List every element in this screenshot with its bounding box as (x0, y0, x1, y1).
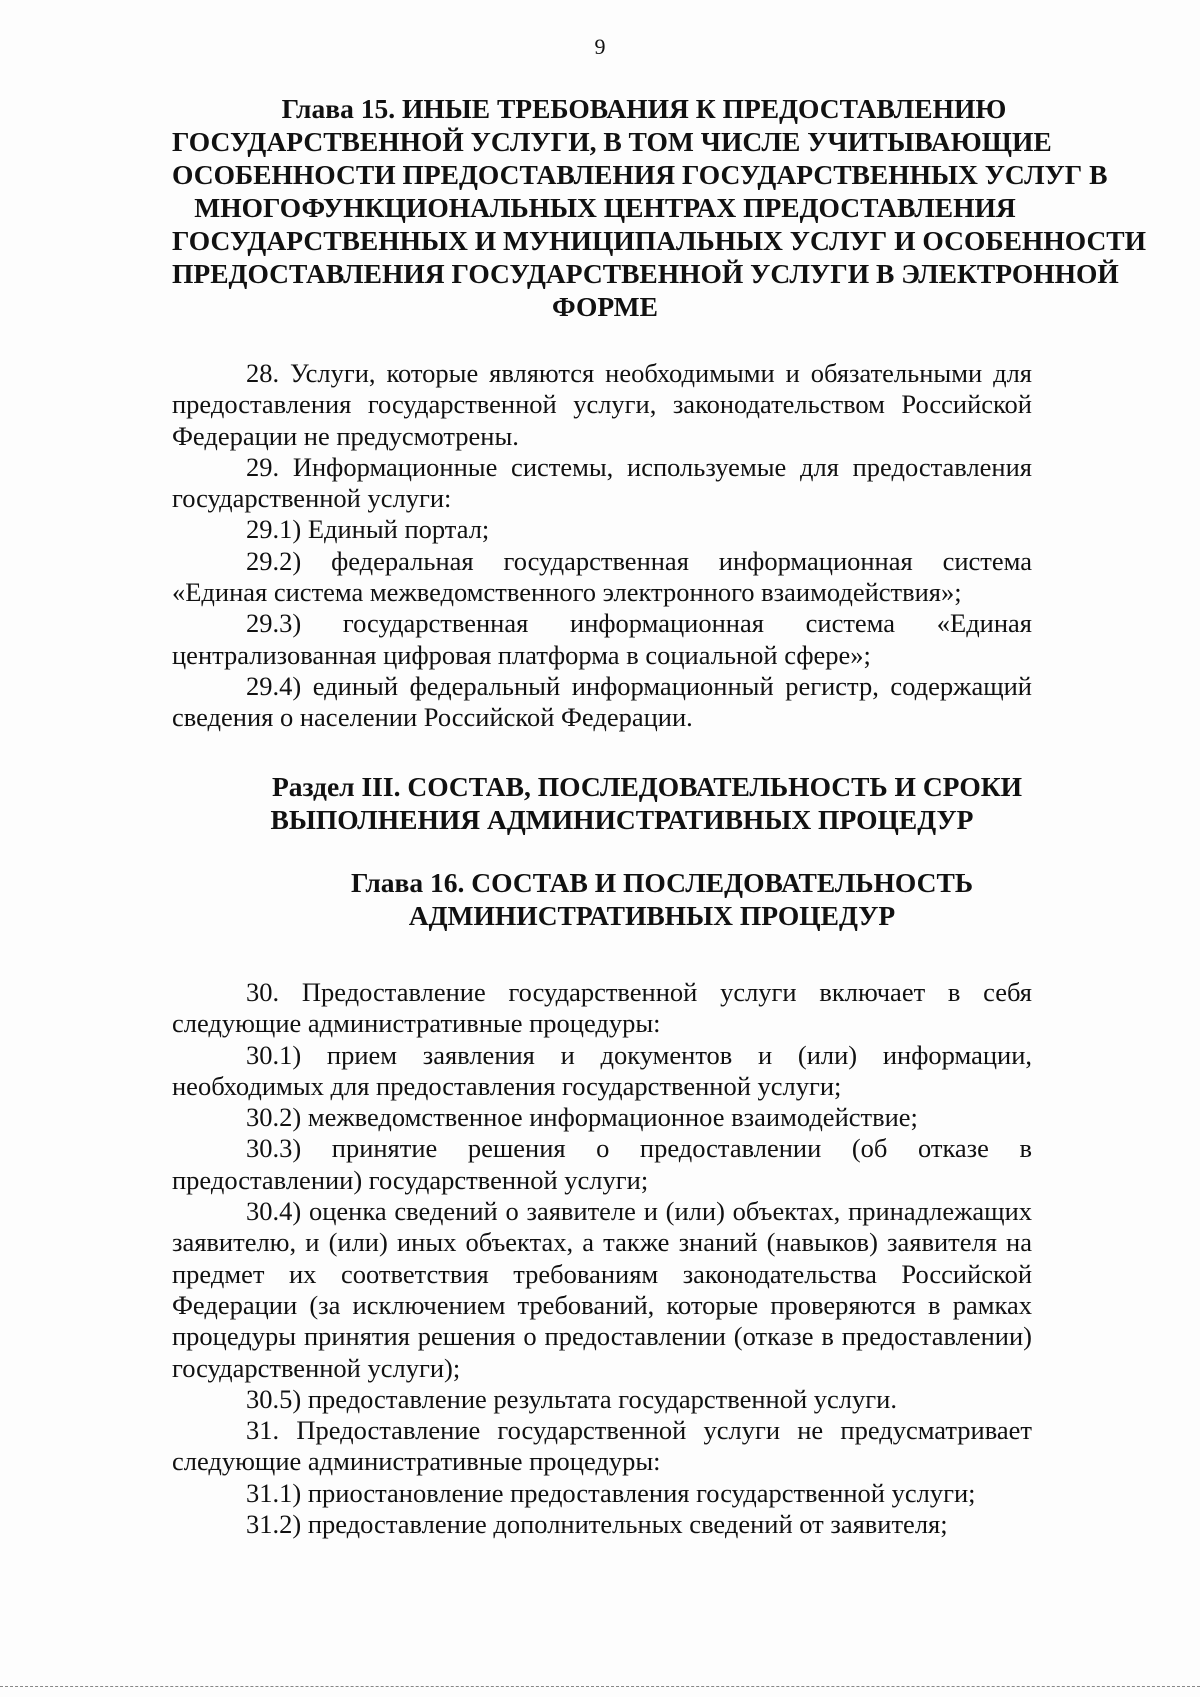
paragraph-30-5: 30.5) предоставление результата государственной услуги. (246, 1383, 897, 1414)
paragraph-31-1: 31.1) приостановление предоставления государственной услуги; (246, 1477, 976, 1508)
chapter-15-heading (172, 92, 1147, 323)
paragraph-29-4: 29.4) единый федеральный информационный регистр, содержащий сведения о населении Российской Федерации. (172, 670, 1032, 733)
paragraph-30-1: 30.1) прием заявления и документов и (или) информации, необходимых для предоставления государственной услуги; (172, 1039, 1032, 1101)
chapter-16-heading (172, 866, 1032, 932)
heading-line: Глава 15. ИНЫЕ ТРЕБОВАНИЯ К ПРЕДОСТАВЛЕНИЮ (281, 93, 1007, 124)
bottom-scan-edge (0, 1686, 1200, 1687)
paragraph-29-3: 29.3) государственная информационная система «Единая централизованная цифровая платформа в социальной сфере»; (172, 608, 1032, 670)
paragraph-31: 31. Предоставление государственной услуги не предусматривает следующие административные процедуры: (172, 1415, 1032, 1477)
heading-line: АДМИНИСТРАТИВНЫХ ПРОЦЕДУР (408, 900, 896, 931)
heading-line: Раздел III. СОСТАВ, ПОСЛЕДОВАТЕЛЬНОСТЬ И СРОКИ (271, 771, 1023, 802)
paragraph-30-3: 30.3) принятие решения о предоставлении (об отказе в предоставлении) государственной услуги; (172, 1133, 1032, 1195)
heading-line: ГОСУДАРСТВЕННОЙ УСЛУГИ, В ТОМ ЧИСЛЕ УЧИТЫВАЮЩИЕ (172, 126, 1052, 157)
items-30-31 (172, 977, 1032, 1540)
heading-line: ФОРМЕ (552, 291, 658, 322)
paragraph-30: 30. Предоставление государственной услуги включает в себя следующие административные процедуры: (172, 977, 1032, 1039)
heading-line: ПРЕДОСТАВЛЕНИЯ ГОСУДАРСТВЕННОЙ УСЛУГИ В ЭЛЕКТРОННОЙ (172, 258, 1119, 289)
paragraph-28: 28. Услуги, которые являются необходимыми и обязательными для предоставления государственной услуги, законодательством Российской Федерации не предусмотрены. (172, 358, 1032, 451)
paragraph-31-2: 31.2) предоставление дополнительных сведений от заявителя; (246, 1509, 948, 1540)
heading-line: Глава 16. СОСТАВ И ПОСЛЕДОВАТЕЛЬНОСТЬ (350, 867, 974, 898)
heading-line: ВЫПОЛНЕНИЯ АДМИНИСТРАТИВНЫХ ПРОЦЕДУР (270, 804, 974, 835)
paragraph-30-2: 30.2) межведомственное информационное взаимодействие; (246, 1102, 918, 1133)
page-number: 9 (594, 34, 606, 59)
section-3-heading (172, 770, 1032, 836)
heading-line: ОСОБЕННОСТИ ПРЕДОСТАВЛЕНИЯ ГОСУДАРСТВЕННЫХ УСЛУГ В (172, 159, 1108, 190)
paragraph-30-4: 30.4) оценка сведений о заявителе и (или) объектах, принадлежащих заявителю, и (или) иных объектах, а также знаний (навыков) заявителя на предмет их соответствия требованиям законодательства Российской Федерации (за исключением требований, которые проверяются в рамках процедуры принятия решения о предоставлении (отказе в предоставлении) государственной услуги); (172, 1196, 1032, 1383)
paragraph-29: 29. Информационные системы, используемые для предоставления государственной услуги: (172, 451, 1032, 514)
heading-line: ГОСУДАРСТВЕННЫХ И МУНИЦИПАЛЬНЫХ УСЛУГ И ОСОБЕННОСТИ (172, 225, 1147, 256)
paragraph-29-1: 29.1) Единый портал; (246, 514, 490, 545)
paragraph-29-2: 29.2) федеральная государственная информационная система «Единая система межведомственного электронного взаимодействия»; (172, 545, 1032, 608)
items-28-29 (172, 358, 1032, 734)
heading-line: МНОГОФУНКЦИОНАЛЬНЫХ ЦЕНТРАХ ПРЕДОСТАВЛЕНИЯ (194, 192, 1016, 223)
